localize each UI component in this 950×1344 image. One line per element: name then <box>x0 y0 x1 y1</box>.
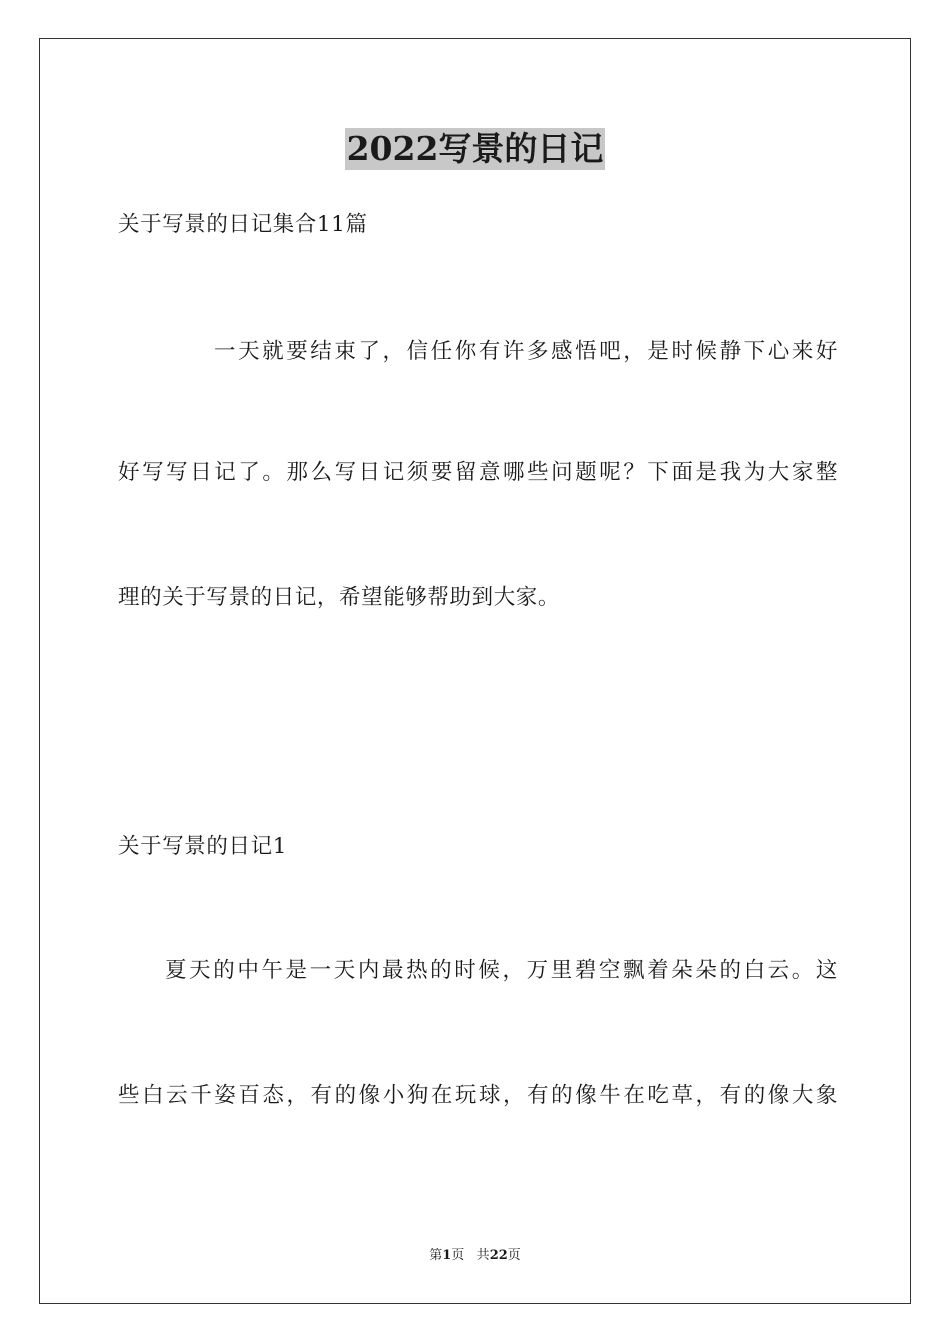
document-title: 2022写景的日记 <box>346 129 604 168</box>
footer-total-number: 22 <box>489 1248 508 1263</box>
footer-page-number: 1 <box>442 1248 452 1263</box>
intro-line-2: 好写写日记了。那么写日记须要留意哪些问题呢？下面是我为大家整 <box>118 460 838 485</box>
footer-page-prefix: 第 <box>429 1248 443 1263</box>
body-line-1: 夏天的中午是一天内最热的时候，万里碧空飘着朵朵的白云。这 <box>165 958 838 983</box>
footer-total-suffix: 页 <box>507 1248 521 1263</box>
intro-line-3: 理的关于写景的日记，希望能够帮助到大家。 <box>118 585 561 610</box>
page-footer <box>0 1246 950 1266</box>
footer-total-prefix: 共 <box>476 1248 490 1263</box>
document-subtitle: 关于写景的日记集合11篇 <box>118 212 368 237</box>
title-wrap <box>0 128 950 170</box>
intro-line-1: 一天就要结束了，信任你有许多感悟吧，是时候静下心来好 <box>214 339 838 364</box>
body-line-2: 些白云千姿百态，有的像小狗在玩球，有的像牛在吃草，有的像大象 <box>118 1083 838 1108</box>
footer-page-suffix: 页 <box>451 1248 465 1263</box>
section-heading: 关于写景的日记1 <box>118 834 287 859</box>
